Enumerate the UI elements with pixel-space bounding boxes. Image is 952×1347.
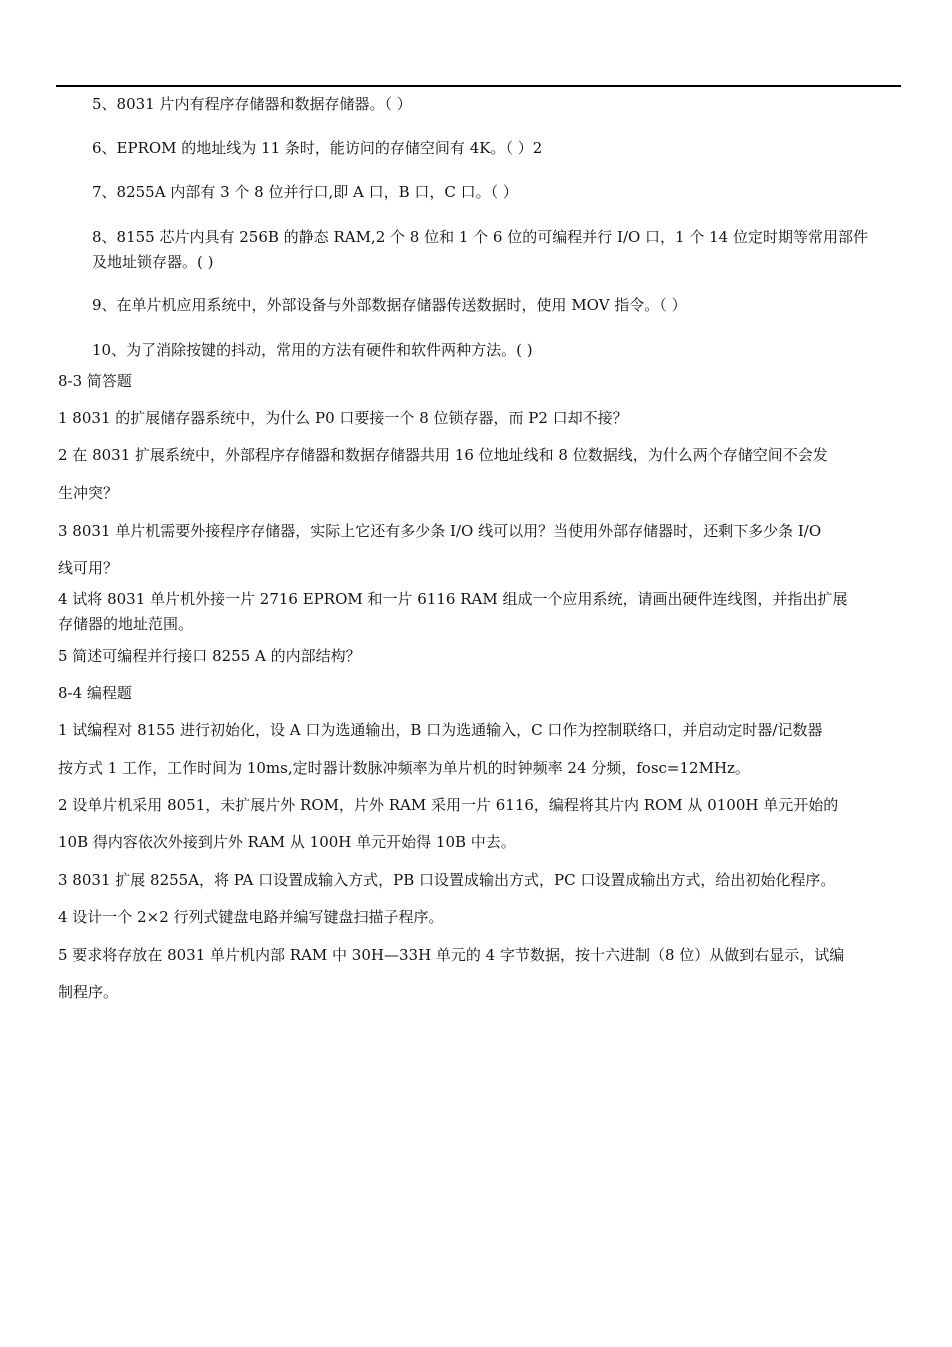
judgement-q8: 8、8155 芯片内具有 256B 的静态 RAM,2 个 8 位和 1 个 6 位的可编程并行 I/O 口，1 个 14 位定时期等常用部件 bbox=[92, 228, 868, 246]
judgement-q5: 5、8031 片内有程序存储器和数据存储器。（ ） bbox=[92, 95, 412, 113]
section-heading-programming: 8-4 编程题 bbox=[58, 684, 132, 702]
short-answer-q5: 5 简述可编程并行接口 8255 A 的内部结构？ bbox=[58, 647, 361, 665]
short-answer-q3-cont: 线可用？ bbox=[58, 559, 119, 577]
judgement-q9: 9、在单片机应用系统中，外部设备与外部数据存储器传送数据时，使用 MOV 指令。（ ） bbox=[92, 296, 687, 314]
short-answer-q2: 2 在 8031 扩展系统中，外部程序存储器和数据存储器共用 16 位地址线和 8 位数据线，为什么两个存储空间不会发 bbox=[58, 446, 828, 464]
short-answer-q3: 3 8031 单片机需要外接程序存储器，实际上它还有多少条 I/O 线可以用？当使用外部存储器时，还剩下多少条 I/O bbox=[58, 522, 822, 540]
judgement-q6: 6、EPROM 的地址线为 11 条时，能访问的存储空间有 4K。（ ）2 bbox=[92, 139, 543, 157]
programming-q5-cont: 制程序。 bbox=[58, 983, 119, 1001]
short-answer-q2-cont: 生冲突？ bbox=[58, 484, 119, 502]
short-answer-q4: 4 试将 8031 单片机外接一片 2716 EPROM 和一片 6116 RAM 组成一个应用系统，请画出硬件连线图，并指出扩展 bbox=[58, 590, 848, 608]
programming-q5: 5 要求将存放在 8031 单片机内部 RAM 中 30H—33H 单元的 4 字节数据，按十六进制（8 位）从做到右显示，试编 bbox=[58, 946, 845, 964]
judgement-q10: 10、为了消除按键的抖动，常用的方法有硬件和软件两种方法。( ) bbox=[92, 341, 533, 359]
short-answer-q4-cont: 存储器的地址范围。 bbox=[58, 615, 194, 633]
programming-q4: 4 设计一个 2×2 行列式键盘电路并编写键盘扫描子程序。 bbox=[58, 908, 444, 926]
judgement-q7: 7、8255A 内部有 3 个 8 位并行口,即 A 口，B 口，C 口。（ ） bbox=[92, 183, 518, 201]
programming-q3: 3 8031 扩展 8255A，将 PA 口设置成输入方式，PB 口设置成输出方式，PC 口设置成输出方式，给出初始化程序。 bbox=[58, 871, 836, 889]
programming-q2-cont: 10B 得内容依次外接到片外 RAM 从 100H 单元开始得 10B 中去。 bbox=[58, 833, 516, 851]
programming-q1: 1 试编程对 8155 进行初始化，设 A 口为选通输出，B 口为选通输入，C 口作为控制联络口，并启动定时器/记数器 bbox=[58, 721, 823, 739]
judgement-q8-cont: 及地址锁存器。( ) bbox=[92, 253, 214, 271]
header-rule bbox=[56, 85, 901, 87]
programming-q2: 2 设单片机采用 8051，未扩展片外 ROM，片外 RAM 采用一片 6116，编程将其片内 ROM 从 0100H 单元开始的 bbox=[58, 796, 839, 814]
programming-q1-cont: 按方式 1 工作，工作时间为 10ms,定时器计数脉冲频率为单片机的时钟频率 24 分频，fosc=12MHz。 bbox=[58, 759, 750, 777]
short-answer-q1: 1 8031 的扩展储存器系统中，为什么 P0 口要接一个 8 位锁存器，而 P2 口却不接？ bbox=[58, 409, 628, 427]
section-heading-short-answer: 8-3 简答题 bbox=[58, 372, 132, 390]
